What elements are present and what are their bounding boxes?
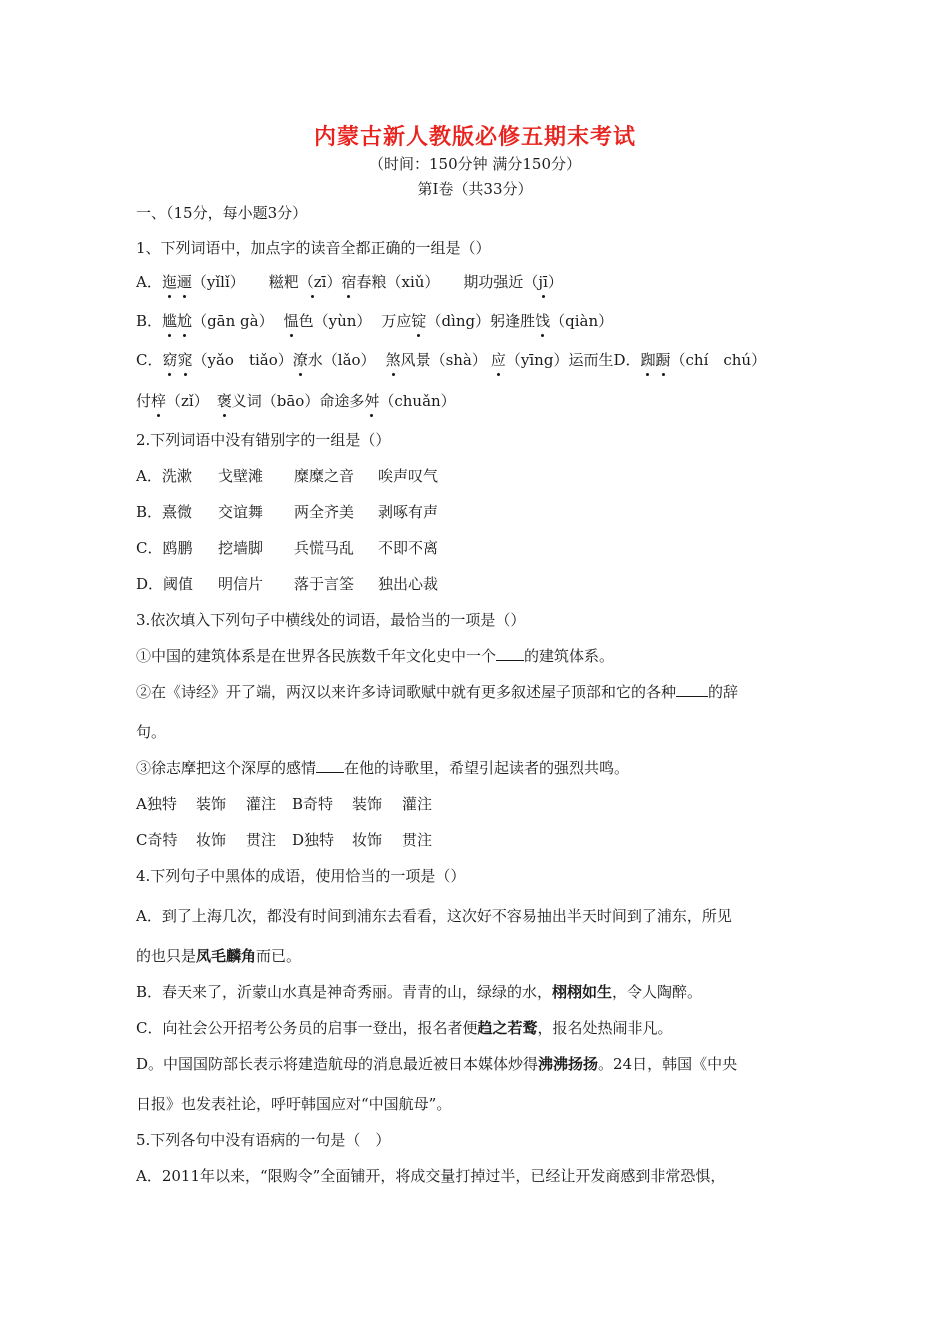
pinyin: （yǐlǐ） xyxy=(191,273,245,291)
question-1-option-a xyxy=(136,272,563,292)
dotted-char: 饯 xyxy=(535,312,551,330)
word: 付 xyxy=(136,392,152,410)
question-5-stem: 5.下列各句中没有语病的一句是（ ） xyxy=(136,1131,391,1149)
word: 水（lǎo） xyxy=(307,351,376,369)
option-word: 灌注 xyxy=(246,795,277,813)
option-word: 兵慌马乱 xyxy=(294,539,355,557)
option-word: 落于言筌 xyxy=(294,575,355,593)
dotted-char: 踟 xyxy=(640,351,656,369)
option-word: 唉声叹气 xyxy=(378,467,439,485)
option-word: 戈壁滩 xyxy=(218,467,264,485)
pinyin: （gān gà） xyxy=(192,312,274,330)
sentence-text: C．向社会公开招考公务员的启事一登出，报名者便 xyxy=(136,1019,478,1037)
option-word: C奇特 xyxy=(136,831,178,849)
option-word: 贯注 xyxy=(246,831,277,849)
dotted-char: jī xyxy=(538,273,548,291)
dotted-char: 褒 xyxy=(216,392,232,410)
option-word: 装饰 xyxy=(352,795,383,813)
word: 义词（bāo） xyxy=(231,392,320,410)
pinyin: （yǎo tiǎo） xyxy=(192,351,293,369)
bold-idiom: 凤毛麟角 xyxy=(196,947,257,965)
fill-blank xyxy=(496,646,524,661)
dotted-char: 窈 xyxy=(162,351,178,369)
word: 万应 xyxy=(381,312,412,330)
option-word: 两全齐美 xyxy=(294,503,355,521)
dotted-char: 迤 xyxy=(161,273,177,291)
sentence-text: ③徐志摩把这个深厚的感情 xyxy=(136,759,317,777)
option-word: D独特 xyxy=(292,831,335,849)
question-4-option-d-cont: 日报》也发表社论，呼吁韩国应对“中国航母”。 xyxy=(136,1095,452,1113)
dotted-char: 宿 xyxy=(341,273,357,291)
word: 春粮（xiǔ） xyxy=(356,273,440,291)
pinyin: （zǐ） xyxy=(166,392,209,410)
option-word: 妆饰 xyxy=(196,831,227,849)
sentence-text: 的也只是 xyxy=(136,947,197,965)
question-3-stem: 3.依次填入下列句子中横线处的词语，最恰当的一项是（） xyxy=(136,611,526,629)
question-3-sentence-2 xyxy=(136,682,738,702)
sentence-text: 。24日，韩国《中央 xyxy=(598,1055,738,1073)
option-word: 交谊舞 xyxy=(218,503,264,521)
question-2-option-d xyxy=(136,574,438,594)
sentence-text: ②在《诗经》开了端，两汉以来许多诗词歌赋中就有更多叙述屋子顶部和它的各种 xyxy=(136,683,677,701)
exam-time-info: （时间：150分钟 满分150分） xyxy=(368,155,582,173)
sentence-text: 在他的诗歌里，希望引起读者的强烈共鸣。 xyxy=(344,759,630,777)
question-4-option-a: A．到了上海几次，都没有时间到浦东去看看，这次好不容易抽出半天时间到了浦东，所见 xyxy=(136,907,732,925)
word: 色（yùn） xyxy=(298,312,372,330)
option-word: 剥啄有声 xyxy=(378,503,439,521)
option-word: A独特 xyxy=(136,795,177,813)
dotted-char: 尬 xyxy=(177,312,193,330)
option-word: 灌注 xyxy=(402,795,433,813)
option-word: C．鸥鹏 xyxy=(136,539,193,557)
dotted-char: 逦 xyxy=(176,273,192,291)
option-letter: A． xyxy=(136,273,162,291)
word: 期功强近（ xyxy=(463,273,539,291)
question-4-option-c xyxy=(136,1018,673,1038)
word: （yīng）运而生 xyxy=(505,351,614,369)
word: 糍 xyxy=(268,273,284,291)
question-4-option-a-cont xyxy=(136,946,301,966)
sentence-text: D。中国国防部长表示将建造航母的消息最近被日本媒体炒得 xyxy=(136,1055,539,1073)
question-3-sentence-2-cont: 句。 xyxy=(136,723,167,741)
bold-idiom: 栩栩如生 xyxy=(552,983,613,1001)
dotted-char: 梓 xyxy=(151,392,167,410)
dotted-char: 尴 xyxy=(162,312,178,330)
bold-idiom: 趋之若鹜 xyxy=(477,1019,538,1037)
sentence-text: ①中国的建筑体系是在世界各民族数千年文化史中一个 xyxy=(136,647,497,665)
sentence-text: ，报名处热闹非凡。 xyxy=(537,1019,673,1037)
option-word: A．洗漱 xyxy=(136,467,192,485)
sentence-text: B．春天来了，沂蒙山水真是神奇秀丽。青青的山，绿绿的水， xyxy=(136,983,553,1001)
dotted-char: 蹰 xyxy=(655,351,671,369)
option-word: 糜糜之音 xyxy=(294,467,355,485)
option-letter: D． xyxy=(613,351,641,369)
dotted-char: 愠 xyxy=(283,312,299,330)
question-1-option-d xyxy=(136,391,456,411)
dotted-char: 舛 xyxy=(364,392,380,410)
sentence-text: 的辞 xyxy=(708,683,739,701)
question-3-sentence-1 xyxy=(136,646,614,666)
question-4-option-b xyxy=(136,982,702,1002)
pinyin: （qiàn） xyxy=(550,312,614,330)
dotted-char: 窕 xyxy=(177,351,193,369)
option-letter: B． xyxy=(136,312,163,330)
dotted-char: 锭 xyxy=(411,312,427,330)
question-3-options-ab xyxy=(136,794,432,814)
word: 命途多 xyxy=(319,392,365,410)
question-2-option-b xyxy=(136,502,438,522)
option-word: 不即不离 xyxy=(378,539,439,557)
exam-part-label: 第Ⅰ卷（共33分） xyxy=(417,180,533,198)
word: ） xyxy=(547,273,563,291)
fill-blank xyxy=(316,758,344,773)
word: 风景（shà） xyxy=(400,351,487,369)
option-word: 挖墙脚 xyxy=(218,539,264,557)
option-word: 妆饰 xyxy=(352,831,383,849)
question-2-option-a xyxy=(136,466,438,486)
pinyin: （dìng） xyxy=(426,312,491,330)
pinyin: （chuǎn） xyxy=(379,392,456,410)
question-3-sentence-3 xyxy=(136,758,629,778)
fill-blank xyxy=(676,682,708,697)
option-letter: C． xyxy=(136,351,163,369)
question-3-options-cd xyxy=(136,830,432,850)
dotted-char: 粑（zī） xyxy=(283,273,342,291)
question-4-option-d xyxy=(136,1054,737,1074)
dotted-char: 应 xyxy=(490,351,506,369)
sentence-text: 而已。 xyxy=(256,947,302,965)
question-4-stem: 4.下列句子中黑体的成语，使用恰当的一项是（） xyxy=(136,867,466,885)
section-heading: 一、（15分，每小题3分） xyxy=(136,204,308,222)
question-1-option-c xyxy=(136,350,766,370)
pinyin: （chí chú） xyxy=(670,351,767,369)
option-word: B．熹微 xyxy=(136,503,193,521)
option-word: 贯注 xyxy=(402,831,433,849)
question-1-option-b xyxy=(136,311,613,331)
option-word: 装饰 xyxy=(196,795,227,813)
question-1-stem: 1、下列词语中，加点字的读音全都正确的一组是（） xyxy=(136,239,491,257)
option-word: 明信片 xyxy=(218,575,264,593)
question-2-option-c xyxy=(136,538,438,558)
option-word: 独出心裁 xyxy=(378,575,439,593)
exam-title: 内蒙古新人教版必修五期末考试 xyxy=(313,124,636,150)
question-5-option-a: A．2011年以来，“限购令”全面铺开，将成交量打掉过半，已经让开发商感到非常恐惧， xyxy=(136,1167,726,1185)
sentence-text: ，令人陶醉。 xyxy=(612,983,703,1001)
dotted-char: 潦 xyxy=(292,351,308,369)
question-2-stem: 2.下列词语中没有错别字的一组是（） xyxy=(136,431,391,449)
option-word: D．阈值 xyxy=(136,575,194,593)
bold-idiom: 沸沸扬扬 xyxy=(538,1055,599,1073)
word: 躬逢胜 xyxy=(490,312,536,330)
sentence-text: 的建筑体系。 xyxy=(524,647,615,665)
option-word: B奇特 xyxy=(292,795,334,813)
dotted-char: 煞 xyxy=(385,351,401,369)
